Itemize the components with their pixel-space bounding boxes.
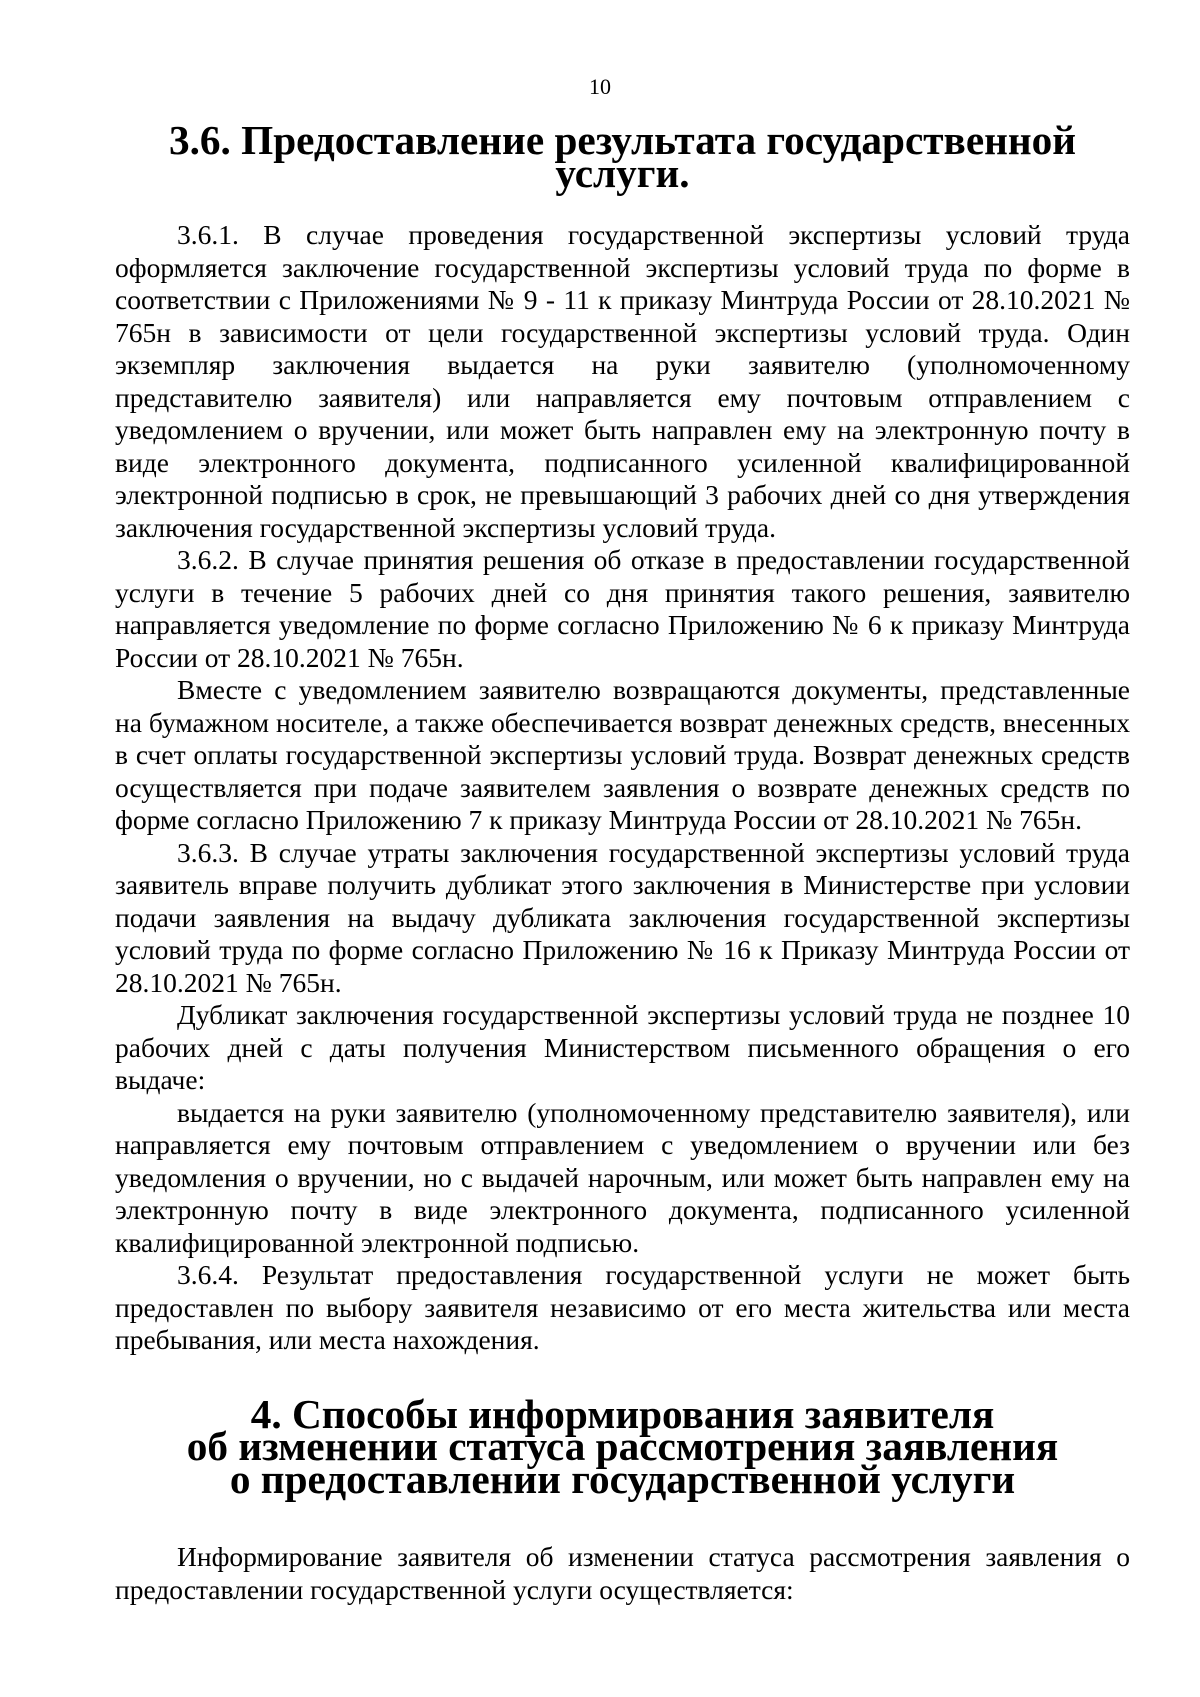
paragraph-refund: Вместе с уведомлением заявителю возвращаются документы, представленные на бумажном носителе, а также обеспечивается возврат денежных средств, внесенных в счет оплаты государственной экспертизы условий труда. Возврат денежных средств осуществляется при подаче заявителем заявления о возврате денежных средств по форме согласно Приложению 7 к приказу Минтруда России от 28.10.2021 № 765н. [115,674,1130,835]
section-3-6-heading: 3.6. Предоставление результата государственной услуги. [168,117,1077,196]
section-4-heading [115,1390,1130,1502]
paragraph-3-6-4: 3.6.4. Результат предоставления государственной услуги не может быть предоставлен по выбору заявителя независимо от его места жительства или места пребывания, или места нахождения. [115,1259,1130,1355]
section-4-heading-line-3: о предоставлении государственной услуги [229,1455,1016,1502]
paragraph-4-intro: Информирование заявителя об изменении статуса рассмотрения заявления о предоставлении государственной услуги осуществляется: [115,1541,1130,1605]
page-content [115,117,1130,1606]
section-4-heading-line-2: об изменении статуса рассмотрения заявления [186,1423,1059,1469]
page-number: 10 [589,74,611,99]
paragraph-duplicate-delivery: выдается на руки заявителю (уполномоченному представителю заявителя), или направляется ему почтовым отправлением с уведомлением о вручении или без уведомления о вручении, но с выдачей нарочным, или может быть направлен ему на электронную почту в виде электронного документа, подписанного усиленной квалифицированной электронной подписью. [115,1096,1130,1258]
paragraph-duplicate: Дубликат заключения государственной экспертизы условий труда не позднее 10 рабочих дней с даты получения Министерством письменного обращения о его выдаче: [115,999,1130,1095]
section-4-heading-line-1: 4. Способы информирования заявителя [250,1390,995,1437]
paragraph-3-6-3: 3.6.3. В случае утраты заключения государственной экспертизы условий труда заявитель вправе получить дубликат этого заключения в Министерстве при условии подачи заявления на выдачу дубликата заключения государственной экспертизы условий труда по форме согласно Приложению № 16 к Приказу Минтруда России от 28.10.2021 № 765н. [115,836,1130,998]
paragraph-3-6-1: 3.6.1. В случае проведения государственной экспертизы условий труда оформляется заключение государственной экспертизы условий труда по форме в соответствии с Приложениями № 9 - 11 к приказу Минтруда России от 28.10.2021 № 765н в зависимости от цели государственной экспертизы условий труда. Один экземпляр заключения выдается на руки заявителю (уполномоченному представителю заявителя) или направляется ему почтовым отправлением с уведомлением о вручении, или может быть направлен ему на электронную почту в виде электронного документа, подписанного усиленной квалифицированной электронной подписью в срок, не превышающий 3 рабочих дней со дня утверждения заключения государственной экспертизы условий труда. [115,219,1130,543]
paragraph-3-6-2: 3.6.2. В случае принятия решения об отказе в предоставлении государственной услуги в течение 5 рабочих дней со дня принятия такого решения, заявителю направляется уведомление по форме согласно Приложению № 6 к приказу Минтруда России от 28.10.2021 № 765н. [115,544,1130,673]
